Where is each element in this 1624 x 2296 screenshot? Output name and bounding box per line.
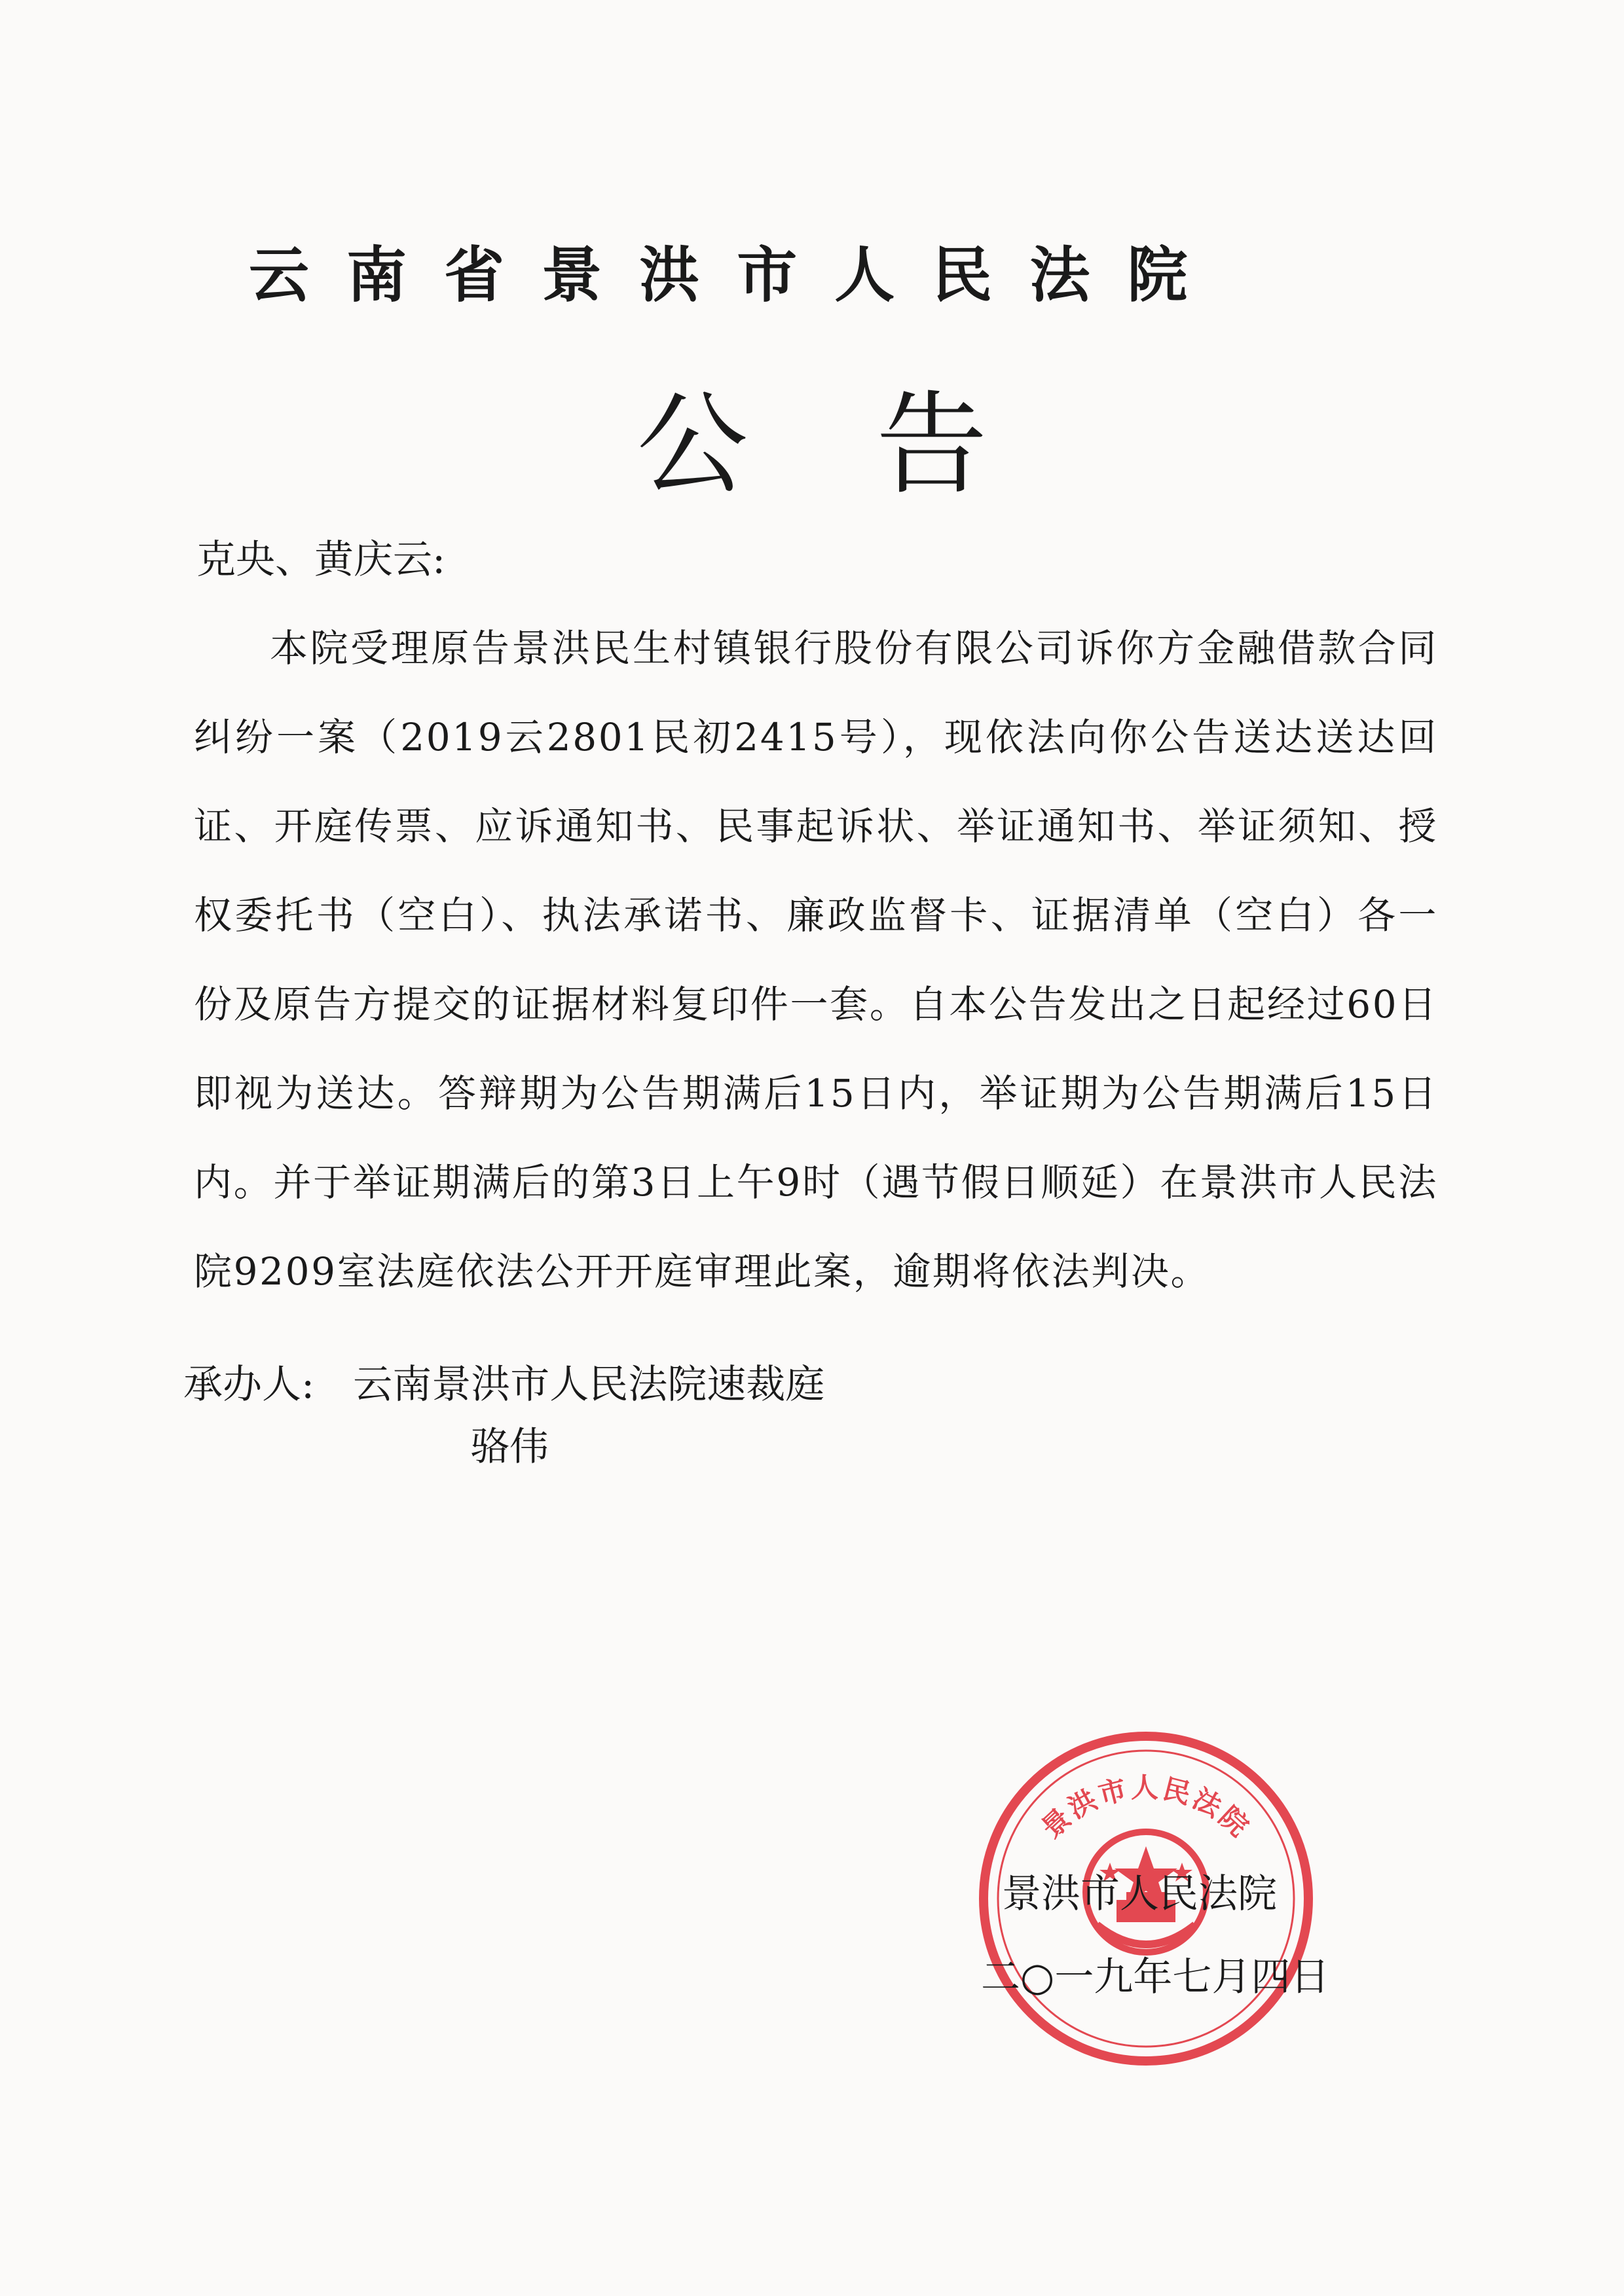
handler-line (183, 1355, 824, 1414)
handler-name: 骆伟 (470, 1424, 549, 1470)
signature-court: 景洪市人民法院 (1002, 1871, 1277, 1917)
seal-arc-text: 景洪市人民法院 (1035, 1772, 1257, 1845)
handler-unit: 云南景洪市人民法院速裁庭 (353, 1362, 825, 1408)
signature-date: 二○一九年七月四日 (981, 1954, 1330, 2000)
addressee: 克央、黄庆云: (196, 537, 446, 583)
court-name-heading: 云南省景洪市人民法院 (249, 240, 1225, 310)
handler-label: 承办人: (183, 1362, 315, 1408)
doc-title: 公告 (637, 380, 1116, 510)
notice-body: 本院受理原告景洪民生村镇银行股份有限公司诉你方金融借款合同纠纷一案（2019云2801民初2415号），现依法向你公告送达送达回证、开庭传票、应诉通知书、民事起诉状、举证通知书、举证须知、授权委托书（空白）、执法承诺书、廉政监督卡、证据清单（空白）各一份及原告方提交的证据材料复印件一套。自本公告发出之日起经过60日即视为送达。答辩期为公告期满后15日内，举证期为公告期满后15日内。并于举证期满后的第3日上午9时（遇节假日顺延）在景洪市人民法院9209室法庭依法公开开庭审理此案，逾期将依法判决。 (194, 626, 1438, 1294)
